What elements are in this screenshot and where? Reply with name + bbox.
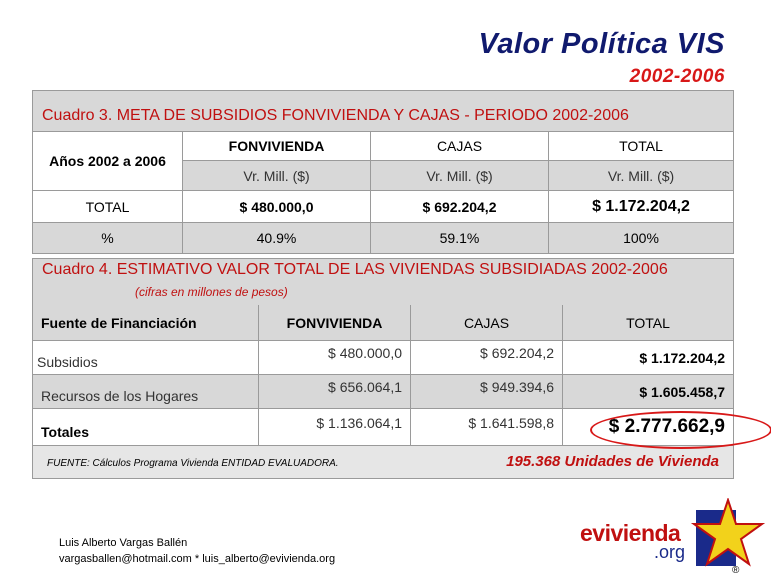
table4-row-hogares-total: $ 1.605.458,7 — [563, 375, 733, 409]
table4-header-fonvivienda: FONVIVIENDA — [259, 305, 411, 341]
table4-subcaption: (cifras en millones de pesos) — [135, 285, 288, 299]
table4-footer — [33, 446, 733, 478]
table4-row-totales-cajas: $ 1.641.598,8 — [411, 409, 563, 446]
table4-row-subsidios-label: Subsidios — [33, 341, 259, 375]
table4-row-hogares-cajas: $ 949.394,6 — [411, 375, 563, 409]
table3-pct-cajas: 59.1% — [371, 223, 549, 253]
table4-header-cajas: CAJAS — [411, 305, 563, 341]
author-name: Luis Alberto Vargas Ballén — [59, 537, 188, 549]
table4-source: FUENTE: Cálculos Programa Vivienda ENTIDAD EVALUADORA. — [47, 458, 339, 469]
table3-total-total: $ 1.172.204,2 — [549, 191, 733, 223]
table4-row-totales-fonvivienda: $ 1.136.064,1 — [259, 409, 411, 446]
table3-total-cajas: $ 692.204,2 — [371, 191, 549, 223]
table3-row-header: Años 2002 a 2006 — [33, 131, 183, 191]
table4-row-hogares-label: Recursos de los Hogares — [33, 375, 259, 409]
evivienda-logo — [580, 498, 770, 578]
slide-years: 2002-2006 — [629, 66, 725, 87]
table-cuadro-4 — [32, 258, 734, 479]
star-logo-icon — [688, 498, 770, 578]
table3-unit-cajas: Vr. Mill. ($) — [371, 161, 549, 191]
logo-text: evivienda — [580, 520, 681, 546]
table-cuadro-3 — [32, 90, 734, 254]
table3-unit-fonvivienda: Vr. Mill. ($) — [183, 161, 371, 191]
table3-col-total: TOTAL — [549, 131, 733, 161]
table4-units-note: 195.368 Unidades de Vivienda — [506, 453, 719, 470]
table4-row-subsidios-fonvivienda: $ 480.000,0 — [259, 341, 411, 375]
table4-row-subsidios-cajas: $ 692.204,2 — [411, 341, 563, 375]
table4-header-source: Fuente de Financiación — [33, 305, 259, 341]
table3-total-label: TOTAL — [33, 191, 183, 223]
slide-title: Valor Política VIS — [478, 28, 725, 60]
table3-col-cajas: CAJAS — [371, 131, 549, 161]
table4-caption: Cuadro 4. ESTIMATIVO VALOR TOTAL DE LAS VIVIENDAS SUBSIDIADAS 2002-2006 (cifras en millones de pesos) — [33, 259, 733, 306]
table3-pct-total: 100% — [549, 223, 733, 253]
highlight-oval — [590, 411, 771, 449]
author-contact: vargasballen@hotmail.com * luis_alberto@evivienda.org — [59, 553, 336, 565]
table4-header-total: TOTAL — [563, 305, 733, 341]
table3-caption: Cuadro 3. META DE SUBSIDIOS FONVIVIENDA Y CAJAS - PERIODO 2002-2006 — [33, 91, 733, 132]
table4-row-totales-total: $ 2.777.662,9 — [563, 409, 733, 446]
table4-row-subsidios-total: $ 1.172.204,2 — [563, 341, 733, 375]
table3-unit-total: Vr. Mill. ($) — [549, 161, 733, 191]
table4-row-hogares-fonvivienda: $ 656.064,1 — [259, 375, 411, 409]
table3-pct-fonvivienda: 40.9% — [183, 223, 371, 253]
table3-col-fonvivienda: FONVIVIENDA — [183, 131, 371, 161]
registered-mark: ® — [732, 565, 740, 576]
author-block — [59, 535, 335, 567]
table3-pct-label: % — [33, 223, 183, 253]
logo-domain: .org — [654, 542, 686, 562]
table4-row-totales-label: Totales — [33, 409, 259, 446]
table3-total-fonvivienda: $ 480.000,0 — [183, 191, 371, 223]
